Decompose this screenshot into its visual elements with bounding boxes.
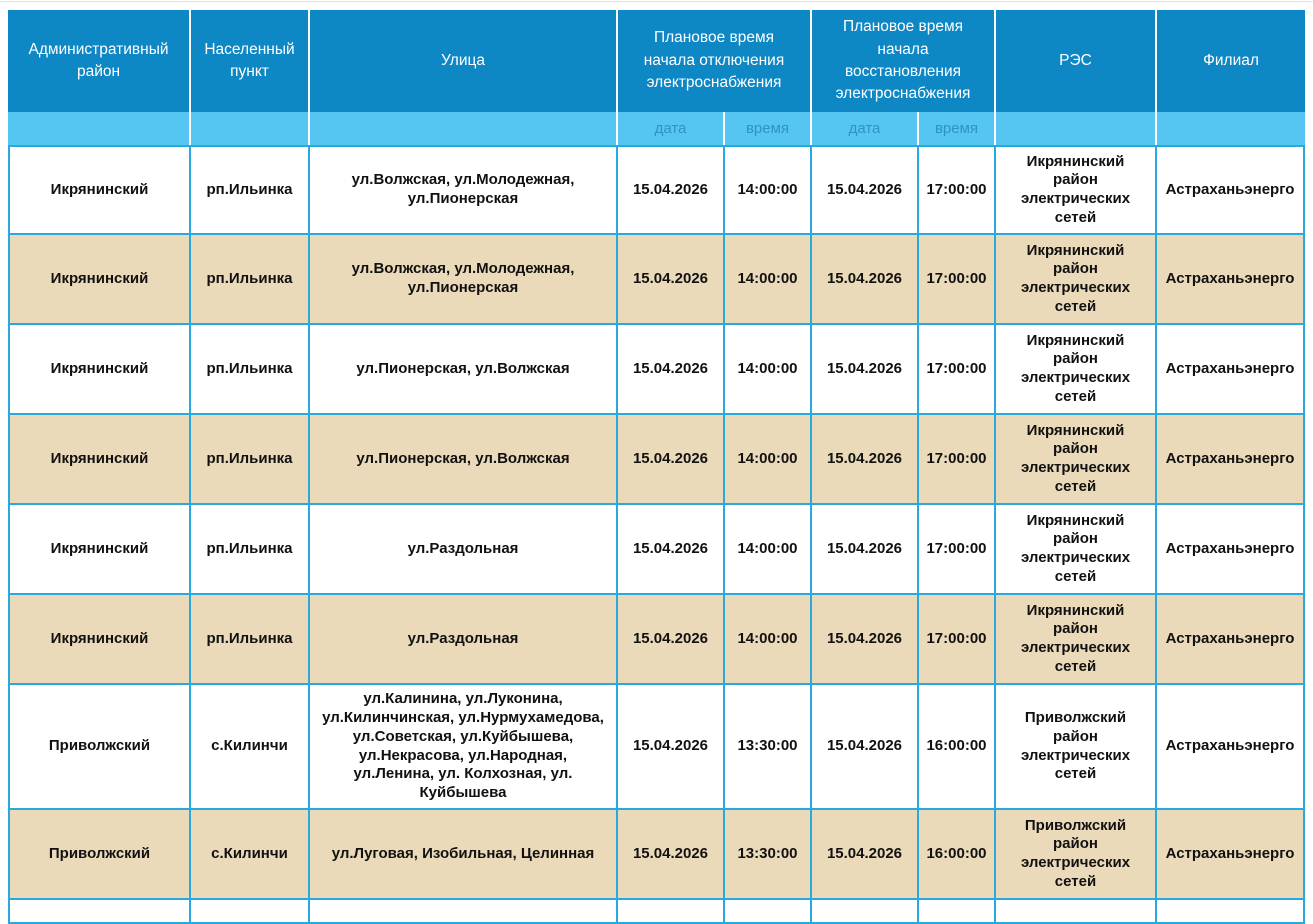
cell-on-time: 16:00:00 [919, 685, 996, 810]
cell-settlement: рп.Ильинка [191, 415, 310, 505]
subheader-row [8, 112, 1305, 145]
cell-on-time: 17:00:00 [919, 595, 996, 685]
cell-street: ул.Раздольная [310, 505, 618, 595]
subheader-restore-date: дата [812, 112, 919, 145]
subheader-empty-street [310, 112, 618, 145]
table-row [8, 595, 1305, 685]
cell-street: ул.Волжская, ул.Молодежная, ул.Пионерская [310, 145, 618, 235]
subheader-outage-date: дата [618, 112, 725, 145]
subheader-empty-settlement [191, 112, 310, 145]
cell-district: Приволжский [8, 685, 191, 810]
cell-res: Икрянинский район электрических сетей [996, 415, 1157, 505]
cell-branch: Астраханьэнерго [1157, 685, 1305, 810]
cell-off-date: 15.04.2026 [618, 145, 725, 235]
cell-off-date: 15.04.2026 [618, 415, 725, 505]
header-outage-start: Плановое время начала отключения электроснабжения [618, 10, 812, 112]
cell-settlement: рп.Ильинка [191, 235, 310, 325]
page-top-divider [0, 1, 1313, 2]
cell-street: ул.Пионерская, ул.Волжская [310, 415, 618, 505]
table-row [8, 325, 1305, 415]
subheader-outage-time: время [725, 112, 812, 145]
cell-off-date: 15.04.2026 [618, 505, 725, 595]
cell-off-time: 13:30:00 [725, 810, 812, 900]
cell-on-date: 15.04.2026 [812, 505, 919, 595]
cell-street: ул.Раздольная [310, 595, 618, 685]
cell-branch [1157, 900, 1305, 924]
cell-branch: Астраханьэнерго [1157, 810, 1305, 900]
cell-on-time: 17:00:00 [919, 415, 996, 505]
cell-district: Икрянинский [8, 235, 191, 325]
cell-off-date: 15.04.2026 [618, 810, 725, 900]
cell-on-date [812, 900, 919, 924]
table-row [8, 810, 1305, 900]
cell-off-time: 14:00:00 [725, 235, 812, 325]
cell-settlement: рп.Ильинка [191, 595, 310, 685]
cell-off-date: 15.04.2026 [618, 325, 725, 415]
cell-street: ул.Луговая, Изобильная, Целинная [310, 810, 618, 900]
cell-off-time: 14:00:00 [725, 505, 812, 595]
cell-on-date: 15.04.2026 [812, 685, 919, 810]
cell-on-date: 15.04.2026 [812, 235, 919, 325]
table-row [8, 685, 1305, 810]
cell-settlement: рп.Ильинка [191, 325, 310, 415]
cell-district: Приволжский [8, 810, 191, 900]
cell-settlement: с.Килинчи [191, 810, 310, 900]
cell-settlement: рп.Ильинка [191, 145, 310, 235]
header-district: Административный район [8, 10, 191, 112]
table-row-clipped [8, 900, 1305, 924]
cell-res: Приволжский район электрических сетей [996, 685, 1157, 810]
cell-off-time: 14:00:00 [725, 325, 812, 415]
table-row [8, 145, 1305, 235]
subheader-empty-res [996, 112, 1157, 145]
cell-branch: Астраханьэнерго [1157, 415, 1305, 505]
cell-res: Икрянинский район электрических сетей [996, 505, 1157, 595]
cell-off-date: 15.04.2026 [618, 685, 725, 810]
cell-settlement: с.Килинчи [191, 685, 310, 810]
cell-off-date: 15.04.2026 [618, 595, 725, 685]
cell-district [8, 900, 191, 924]
cell-district: Икрянинский [8, 505, 191, 595]
cell-on-time: 17:00:00 [919, 235, 996, 325]
subheader-restore-time: время [919, 112, 996, 145]
cell-on-time [919, 900, 996, 924]
cell-branch: Астраханьэнерго [1157, 595, 1305, 685]
header-row [8, 10, 1305, 112]
header-street: Улица [310, 10, 618, 112]
cell-on-time: 16:00:00 [919, 810, 996, 900]
cell-settlement [191, 900, 310, 924]
cell-res: Приволжский район электрических сетей [996, 810, 1157, 900]
cell-branch: Астраханьэнерго [1157, 235, 1305, 325]
cell-on-time: 17:00:00 [919, 325, 996, 415]
cell-res: Икрянинский район электрических сетей [996, 145, 1157, 235]
cell-street [310, 900, 618, 924]
outage-table [8, 10, 1305, 924]
cell-on-date: 15.04.2026 [812, 415, 919, 505]
cell-district: Икрянинский [8, 325, 191, 415]
cell-branch: Астраханьэнерго [1157, 325, 1305, 415]
header-branch: Филиал [1157, 10, 1305, 112]
cell-on-date: 15.04.2026 [812, 145, 919, 235]
cell-district: Икрянинский [8, 595, 191, 685]
cell-off-time [725, 900, 812, 924]
subheader-empty-branch [1157, 112, 1305, 145]
table-body [8, 145, 1305, 924]
cell-street: ул.Пионерская, ул.Волжская [310, 325, 618, 415]
cell-res: Икрянинский район электрических сетей [996, 595, 1157, 685]
cell-off-time: 13:30:00 [725, 685, 812, 810]
cell-off-time: 14:00:00 [725, 415, 812, 505]
table-row [8, 415, 1305, 505]
table-row [8, 235, 1305, 325]
outage-schedule [8, 10, 1305, 924]
cell-on-date: 15.04.2026 [812, 810, 919, 900]
cell-off-time: 14:00:00 [725, 145, 812, 235]
table-header [8, 10, 1305, 145]
cell-branch: Астраханьэнерго [1157, 145, 1305, 235]
cell-off-date: 15.04.2026 [618, 235, 725, 325]
cell-branch: Астраханьэнерго [1157, 505, 1305, 595]
cell-settlement: рп.Ильинка [191, 505, 310, 595]
cell-res: Икрянинский район электрических сетей [996, 235, 1157, 325]
cell-district: Икрянинский [8, 415, 191, 505]
cell-on-time: 17:00:00 [919, 505, 996, 595]
cell-on-time: 17:00:00 [919, 145, 996, 235]
cell-off-date [618, 900, 725, 924]
cell-on-date: 15.04.2026 [812, 325, 919, 415]
cell-res [996, 900, 1157, 924]
cell-res: Икрянинский район электрических сетей [996, 325, 1157, 415]
header-settlement: Населенный пункт [191, 10, 310, 112]
cell-district: Икрянинский [8, 145, 191, 235]
cell-street: ул.Калинина, ул.Луконина, ул.Килинчинская, ул.Нурмухамедова, ул.Советская, ул.Куйбышева, ул.Некрасова, ул.Народная, ул.Ленина, ул. Колхозная, ул. Куйбышева [310, 685, 618, 810]
table-row [8, 505, 1305, 595]
header-res: РЭС [996, 10, 1157, 112]
header-restore-start: Плановое время начала восстановления электроснабжения [812, 10, 996, 112]
cell-on-date: 15.04.2026 [812, 595, 919, 685]
subheader-empty-district [8, 112, 191, 145]
cell-street: ул.Волжская, ул.Молодежная, ул.Пионерская [310, 235, 618, 325]
cell-off-time: 14:00:00 [725, 595, 812, 685]
